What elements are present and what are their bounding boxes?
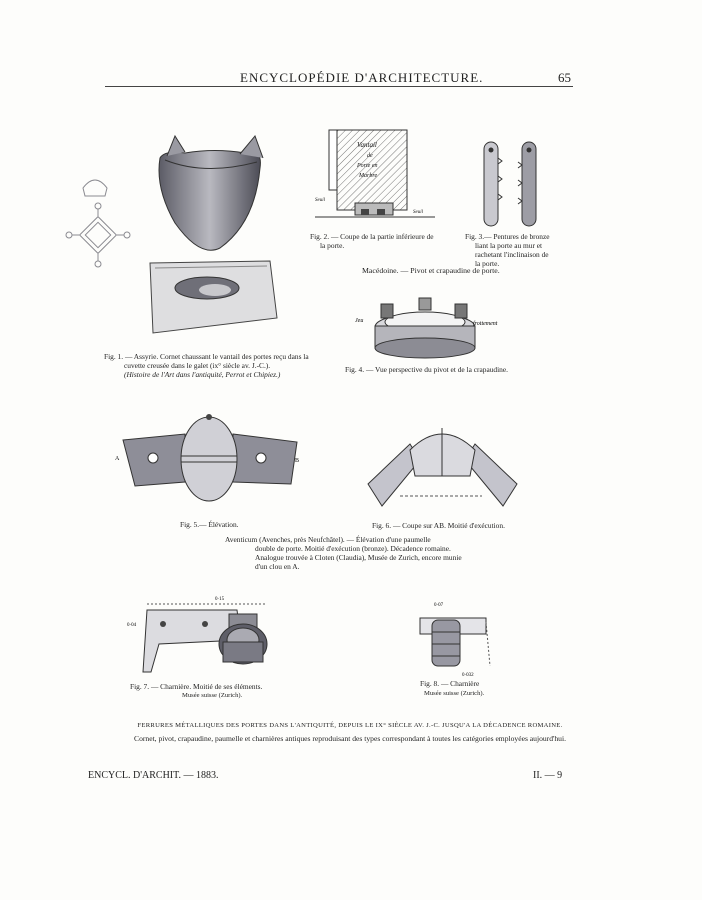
fig3-bronze-straps-illustration — [478, 138, 548, 230]
fig1-caption-line1: Fig. 1. — Assyrie. Cornet chaussant le vantail des portes reçu dans la — [104, 352, 309, 361]
fig1-caption-line3: (Histoire de l'Art dans l'antiquité, Perrot et Chipiez.) — [124, 370, 281, 379]
fig2-caption-line1: Fig. 2. — Coupe de la partie inférieure de — [310, 232, 434, 241]
fig1-caption-line2: cuvette creusée dans le galet (ix° siècle av. J.-C.). — [124, 361, 271, 370]
page-number: 65 — [558, 70, 571, 85]
footer-left: ENCYCL. D'ARCHIT. — 1883. — [88, 770, 219, 781]
macedoine-caption: Macédoine. — Pivot et crapaudine de porte. — [362, 266, 500, 275]
fig2-caption-line2: la porte. — [320, 241, 345, 250]
fig6-section-illustration — [360, 424, 525, 516]
fig2-door-section-illustration — [315, 125, 440, 225]
footer-right: II. — 9 — [533, 770, 563, 781]
aventicum-line3: Analogue trouvée à Cloten (Claudia), Musée de Zurich, encore munie — [255, 553, 462, 562]
fig7-caption: Fig. 7. — Charnière. Moitié de ses éléments. — [130, 682, 263, 691]
fig3-caption-line4: la porte. — [475, 259, 500, 268]
running-header: ENCYCLOPÉDIE D'ARCHITECTURE. — [240, 70, 484, 85]
fig5-label-b: B — [295, 458, 300, 464]
fig4-pivot-illustration — [355, 292, 515, 362]
fig2-label-porte: Porte en — [357, 163, 378, 169]
fig2-label-marbre: Marbre — [359, 173, 378, 179]
fig5-caption: Fig. 5.— Élévation. — [180, 520, 239, 529]
plate-title: FERRURES MÉTALLIQUES DES PORTES DANS L'ANTIQUITÉ, DEPUIS LE IX° SIÈCLE AV. J.-C. JUSQU'A LA DÉCADENCE ROMAINE. — [137, 722, 563, 729]
fig3-caption-line1: Fig. 3.— Pentures de bronze — [465, 232, 550, 241]
fig2-label-vantail: Vantail — [357, 141, 377, 149]
fig3-caption-line2: liant la porte au mur et — [475, 241, 543, 250]
fig8-source: Musée suisse (Zurich). — [424, 690, 485, 697]
fig6-caption: Fig. 6. — Coupe sur AB. Moitié d'exécution. — [372, 521, 505, 530]
fig2-label-seuil: Seuil — [315, 198, 325, 203]
fig7-dim-top: 0·15 — [215, 597, 225, 602]
fig4-label-jeu: Jeu — [355, 318, 364, 324]
fig5-label-a: A — [115, 456, 120, 462]
fig4-caption: Fig. 4. — Vue perspective du pivot et de la crapaudine. — [345, 365, 508, 374]
aventicum-line4: d'un clou en A. — [255, 562, 300, 571]
fig3-caption-line3: rachetant l'inclinaison de — [475, 250, 549, 259]
fig2-label-de: de — [367, 153, 373, 159]
ornament-emblem-illustration — [55, 170, 135, 270]
plate-subtitle: Cornet, pivot, crapaudine, paumelle et charnières antiques reproduisant des types correspondant à toutes les catégories employées aujourd'hui. — [134, 734, 566, 743]
aventicum-line2: double de porte. Moitié d'exécution (bronze). Décadence romaine. — [255, 544, 451, 553]
fig3-caption — [465, 232, 575, 268]
fig7-source: Musée suisse (Zurich). — [182, 692, 243, 699]
fig5-hinge-elevation-illustration — [115, 412, 305, 512]
fig1-cornet-illustration — [145, 128, 285, 343]
fig2-caption — [310, 232, 460, 250]
fig8-caption: Fig. 8. — Charnière — [420, 679, 480, 688]
aventicum-caption — [225, 535, 485, 571]
fig8-dim-top: 0·07 — [434, 603, 444, 608]
fig2-label-seuil-right: Seuil — [413, 210, 423, 215]
fig7-dim-side: 0·04 — [127, 623, 137, 628]
fig8-dim-bottom: 0·032 — [462, 673, 474, 678]
fig7-hinge-illustration — [125, 592, 285, 680]
fig1-caption — [104, 352, 344, 379]
fig4-label-frottement: frottement — [473, 321, 498, 327]
header-rule — [105, 86, 573, 87]
aventicum-line1: Aventicum (Avenches, près Neufchâtel). — Élévation d'une paumelle — [225, 535, 431, 544]
fig8-hinge-illustration — [410, 600, 495, 678]
